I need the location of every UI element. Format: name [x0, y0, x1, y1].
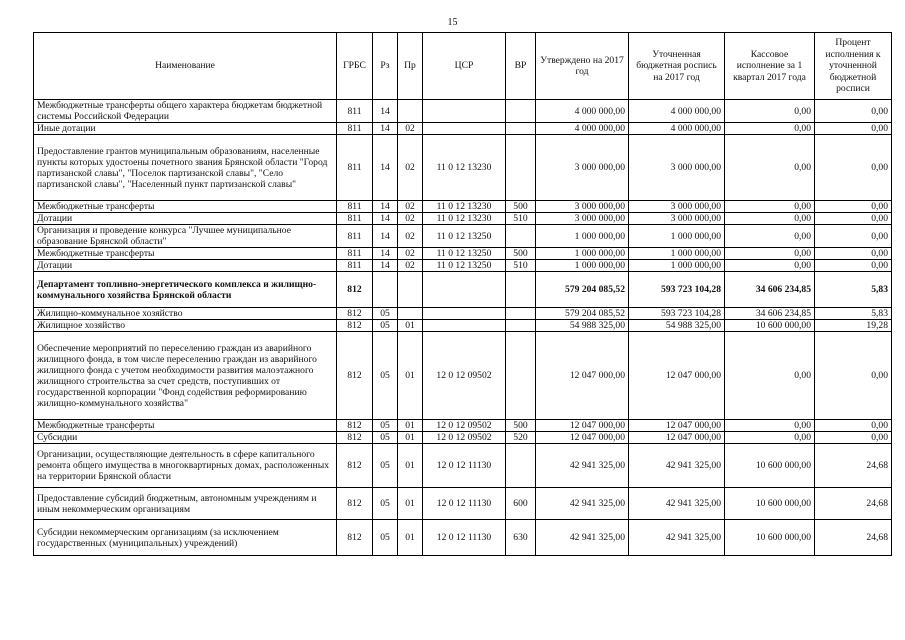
- cell-name: Межбюджетные трансферты: [34, 248, 337, 260]
- cell-csr: 12 0 12 11130: [423, 444, 506, 488]
- cell-vr: [506, 444, 536, 488]
- cell-percent: 0,00: [815, 201, 892, 213]
- cell-cash: 0,00: [725, 100, 815, 123]
- cell-approved: 42 941 325,00: [536, 520, 629, 556]
- cell-rz: 05: [373, 520, 398, 556]
- cell-csr: 11 0 12 13230: [423, 213, 506, 225]
- cell-pr: 02: [398, 201, 423, 213]
- cell-percent: 19,28: [815, 320, 892, 332]
- table-row: [34, 248, 892, 260]
- cell-vr: [506, 100, 536, 123]
- cell-pr: 02: [398, 135, 423, 201]
- cell-name: Дотации: [34, 213, 337, 225]
- cell-pr: 01: [398, 432, 423, 444]
- cell-pr: 01: [398, 332, 423, 420]
- cell-cash: 0,00: [725, 135, 815, 201]
- cell-percent: 0,00: [815, 213, 892, 225]
- cell-grbs: 812: [337, 332, 373, 420]
- cell-percent: 24,68: [815, 520, 892, 556]
- cell-name: Межбюджетные трансферты общего характера бюджетам бюджетной системы Российской Федерации: [34, 100, 337, 123]
- cell-grbs: 812: [337, 444, 373, 488]
- header-approved: Утверждено на 2017 год: [536, 33, 629, 100]
- cell-csr: 12 0 12 09502: [423, 332, 506, 420]
- cell-approved: 42 941 325,00: [536, 488, 629, 520]
- cell-rz: 05: [373, 444, 398, 488]
- cell-name: Межбюджетные трансферты: [34, 420, 337, 432]
- header-revised: Уточненная бюджетная роспись на 2017 год: [629, 33, 725, 100]
- cell-pr: 01: [398, 520, 423, 556]
- cell-rz: 05: [373, 488, 398, 520]
- cell-name: Департамент топливно-энергетического комплекса и жилищно-коммунального хозяйства Брянской области: [34, 272, 337, 308]
- cell-pr: 01: [398, 488, 423, 520]
- cell-revised: 42 941 325,00: [629, 444, 725, 488]
- cell-percent: 0,00: [815, 332, 892, 420]
- cell-percent: 5,83: [815, 272, 892, 308]
- cell-vr: 500: [506, 420, 536, 432]
- cell-cash: 10 600 000,00: [725, 488, 815, 520]
- cell-percent: 0,00: [815, 100, 892, 123]
- cell-revised: 42 941 325,00: [629, 488, 725, 520]
- cell-approved: 1 000 000,00: [536, 225, 629, 248]
- cell-grbs: 811: [337, 225, 373, 248]
- table-row: [34, 201, 892, 213]
- cell-grbs: 811: [337, 135, 373, 201]
- cell-grbs: 812: [337, 432, 373, 444]
- cell-revised: 1 000 000,00: [629, 225, 725, 248]
- cell-rz: 05: [373, 320, 398, 332]
- cell-pr: [398, 272, 423, 308]
- cell-grbs: 812: [337, 488, 373, 520]
- cell-name: Субсидии некоммерческим организациям (за исключением государственных (муниципальных) учреждений): [34, 520, 337, 556]
- table-row: [34, 520, 892, 556]
- cell-vr: 500: [506, 248, 536, 260]
- header-cash: Кассовое исполнение за 1 квартал 2017 года: [725, 33, 815, 100]
- cell-grbs: 811: [337, 123, 373, 135]
- cell-percent: 24,68: [815, 444, 892, 488]
- header-row: [34, 33, 892, 100]
- cell-grbs: 811: [337, 213, 373, 225]
- table-row: [34, 320, 892, 332]
- cell-vr: 600: [506, 488, 536, 520]
- cell-vr: [506, 332, 536, 420]
- table-row: [34, 272, 892, 308]
- cell-pr: 02: [398, 248, 423, 260]
- cell-revised: 4 000 000,00: [629, 123, 725, 135]
- cell-vr: 510: [506, 260, 536, 272]
- cell-csr: [423, 272, 506, 308]
- cell-cash: 0,00: [725, 213, 815, 225]
- cell-revised: 593 723 104,28: [629, 308, 725, 320]
- table-row: [34, 444, 892, 488]
- cell-name: Жилищно-коммунальное хозяйство: [34, 308, 337, 320]
- cell-rz: 14: [373, 213, 398, 225]
- cell-csr: 11 0 12 13250: [423, 260, 506, 272]
- cell-grbs: 812: [337, 308, 373, 320]
- cell-approved: 3 000 000,00: [536, 135, 629, 201]
- cell-name: Межбюджетные трансферты: [34, 201, 337, 213]
- header-vr: ВР: [506, 33, 536, 100]
- table-row: [34, 225, 892, 248]
- cell-grbs: 812: [337, 420, 373, 432]
- cell-cash: 0,00: [725, 225, 815, 248]
- budget-table: [33, 32, 892, 556]
- cell-vr: [506, 123, 536, 135]
- cell-csr: [423, 123, 506, 135]
- cell-rz: 05: [373, 308, 398, 320]
- cell-approved: 1 000 000,00: [536, 260, 629, 272]
- table-row: [34, 123, 892, 135]
- cell-csr: 11 0 12 13250: [423, 248, 506, 260]
- cell-percent: 0,00: [815, 260, 892, 272]
- cell-percent: 0,00: [815, 225, 892, 248]
- table-row: [34, 260, 892, 272]
- cell-revised: 54 988 325,00: [629, 320, 725, 332]
- cell-pr: [398, 100, 423, 123]
- cell-grbs: 812: [337, 520, 373, 556]
- cell-cash: 0,00: [725, 432, 815, 444]
- table-row: [34, 308, 892, 320]
- cell-grbs: 811: [337, 248, 373, 260]
- cell-csr: 12 0 12 09502: [423, 420, 506, 432]
- cell-grbs: 811: [337, 201, 373, 213]
- cell-revised: 3 000 000,00: [629, 201, 725, 213]
- table-row: [34, 100, 892, 123]
- cell-name: Жилищное хозяйство: [34, 320, 337, 332]
- table-row: [34, 332, 892, 420]
- cell-cash: 10 600 000,00: [725, 320, 815, 332]
- cell-csr: 12 0 12 11130: [423, 488, 506, 520]
- cell-grbs: 812: [337, 320, 373, 332]
- cell-name: Предоставление грантов муниципальным образованиям, населенные пункты которых удостоены почетного звания Брянской области "Город партизанской славы", "Поселок партизанской славы", "Село партизанской славы", "Населенный пункт партизанской славы": [34, 135, 337, 201]
- cell-cash: 0,00: [725, 420, 815, 432]
- cell-rz: 14: [373, 248, 398, 260]
- cell-revised: 3 000 000,00: [629, 135, 725, 201]
- cell-revised: 42 941 325,00: [629, 520, 725, 556]
- table-row: [34, 213, 892, 225]
- cell-percent: 0,00: [815, 135, 892, 201]
- cell-approved: 12 047 000,00: [536, 332, 629, 420]
- cell-percent: 0,00: [815, 432, 892, 444]
- cell-percent: 5,83: [815, 308, 892, 320]
- table-row: [34, 432, 892, 444]
- cell-cash: 10 600 000,00: [725, 520, 815, 556]
- header-grbs: ГРБС: [337, 33, 373, 100]
- cell-csr: 11 0 12 13250: [423, 225, 506, 248]
- cell-rz: 14: [373, 201, 398, 213]
- cell-pr: 01: [398, 420, 423, 432]
- cell-approved: 4 000 000,00: [536, 100, 629, 123]
- cell-cash: 0,00: [725, 332, 815, 420]
- cell-rz: 14: [373, 100, 398, 123]
- cell-revised: 1 000 000,00: [629, 248, 725, 260]
- cell-vr: [506, 320, 536, 332]
- cell-revised: 12 047 000,00: [629, 432, 725, 444]
- cell-rz: 14: [373, 123, 398, 135]
- cell-revised: 1 000 000,00: [629, 260, 725, 272]
- cell-cash: 10 600 000,00: [725, 444, 815, 488]
- cell-approved: 54 988 325,00: [536, 320, 629, 332]
- header-csr: ЦСР: [423, 33, 506, 100]
- header-name: Наименование: [34, 33, 337, 100]
- cell-name: Субсидии: [34, 432, 337, 444]
- cell-pr: [398, 308, 423, 320]
- cell-csr: 11 0 12 13230: [423, 201, 506, 213]
- cell-name: Предоставление субсидий бюджетным, автономным учреждениям и иным некоммерческим организациям: [34, 488, 337, 520]
- cell-rz: 05: [373, 432, 398, 444]
- cell-vr: [506, 225, 536, 248]
- cell-pr: 02: [398, 213, 423, 225]
- header-percent: Процент исполнения к уточненной бюджетной росписи: [815, 33, 892, 100]
- cell-rz: 05: [373, 420, 398, 432]
- header-pr: Пр: [398, 33, 423, 100]
- cell-rz: [373, 272, 398, 308]
- cell-approved: 3 000 000,00: [536, 201, 629, 213]
- cell-cash: 0,00: [725, 201, 815, 213]
- cell-csr: 12 0 12 09502: [423, 432, 506, 444]
- cell-csr: [423, 100, 506, 123]
- cell-rz: 14: [373, 225, 398, 248]
- cell-approved: 3 000 000,00: [536, 213, 629, 225]
- cell-rz: 05: [373, 332, 398, 420]
- cell-vr: 520: [506, 432, 536, 444]
- cell-cash: 0,00: [725, 123, 815, 135]
- cell-pr: 02: [398, 123, 423, 135]
- cell-rz: 14: [373, 135, 398, 201]
- cell-vr: [506, 135, 536, 201]
- cell-csr: [423, 308, 506, 320]
- cell-vr: [506, 308, 536, 320]
- table-row: [34, 135, 892, 201]
- cell-name: Организация и проведение конкурса "Лучшее муниципальное образование Брянской области": [34, 225, 337, 248]
- cell-revised: 4 000 000,00: [629, 100, 725, 123]
- cell-approved: 12 047 000,00: [536, 420, 629, 432]
- cell-percent: 0,00: [815, 123, 892, 135]
- cell-approved: 4 000 000,00: [536, 123, 629, 135]
- header-rz: Рз: [373, 33, 398, 100]
- cell-approved: 12 047 000,00: [536, 432, 629, 444]
- cell-csr: 12 0 12 11130: [423, 520, 506, 556]
- cell-pr: 02: [398, 260, 423, 272]
- cell-cash: 34 606 234,85: [725, 308, 815, 320]
- cell-revised: 12 047 000,00: [629, 332, 725, 420]
- cell-cash: 0,00: [725, 260, 815, 272]
- cell-name: Дотации: [34, 260, 337, 272]
- cell-grbs: 811: [337, 100, 373, 123]
- cell-csr: [423, 320, 506, 332]
- cell-rz: 14: [373, 260, 398, 272]
- cell-name: Иные дотации: [34, 123, 337, 135]
- cell-percent: 0,00: [815, 248, 892, 260]
- cell-pr: 02: [398, 225, 423, 248]
- cell-revised: 593 723 104,28: [629, 272, 725, 308]
- cell-pr: 01: [398, 320, 423, 332]
- cell-percent: 0,00: [815, 420, 892, 432]
- cell-cash: 0,00: [725, 248, 815, 260]
- cell-approved: 579 204 085,52: [536, 272, 629, 308]
- cell-grbs: 811: [337, 260, 373, 272]
- cell-revised: 3 000 000,00: [629, 213, 725, 225]
- table-row: [34, 420, 892, 432]
- cell-vr: 630: [506, 520, 536, 556]
- table-row: [34, 488, 892, 520]
- cell-vr: 500: [506, 201, 536, 213]
- cell-approved: 42 941 325,00: [536, 444, 629, 488]
- cell-approved: 1 000 000,00: [536, 248, 629, 260]
- cell-pr: 01: [398, 444, 423, 488]
- cell-approved: 579 204 085,52: [536, 308, 629, 320]
- cell-name: Обеспечение мероприятий по переселению граждан из аварийного жилищного фонда, в том числе переселению граждан из аварийного жилищного фонда с учетом необходимости развития малоэтажного жилищного строительства за счет средств, поступивших от государственной корпорации "Фонд содействия реформированию жилищно-коммунального хозяйства": [34, 332, 337, 420]
- cell-csr: 11 0 12 13230: [423, 135, 506, 201]
- cell-cash: 34 606 234,85: [725, 272, 815, 308]
- cell-revised: 12 047 000,00: [629, 420, 725, 432]
- cell-vr: [506, 272, 536, 308]
- cell-percent: 24,68: [815, 488, 892, 520]
- page-number: 15: [447, 17, 458, 28]
- cell-grbs: 812: [337, 272, 373, 308]
- cell-vr: 510: [506, 213, 536, 225]
- cell-name: Организации, осуществляющие деятельность в сфере капитального ремонта общего имущества в многоквартирных домах, расположенных на территории Брянской области: [34, 444, 337, 488]
